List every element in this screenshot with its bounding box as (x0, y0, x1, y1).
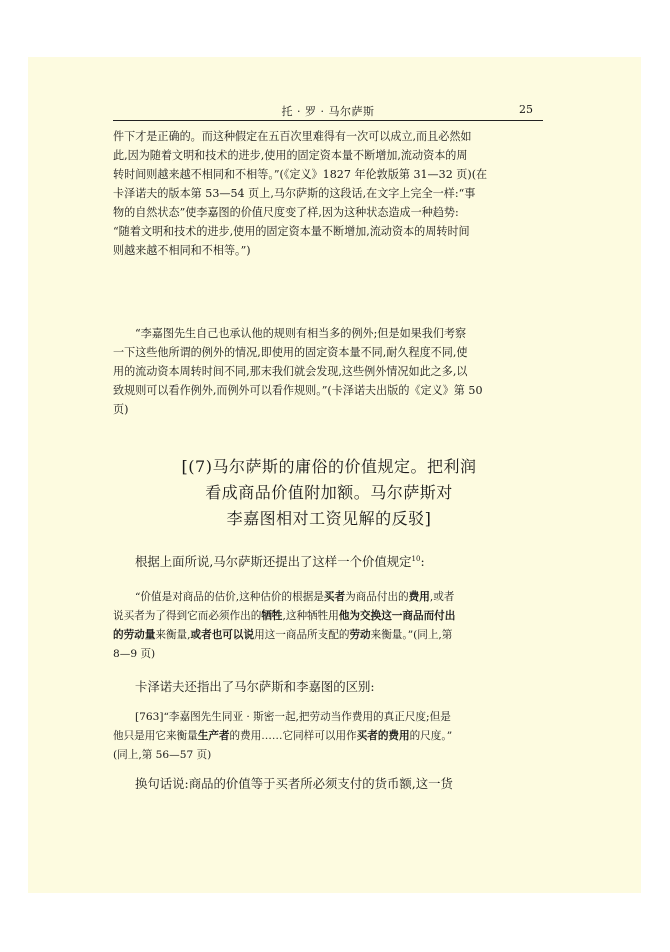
quote-text: 说买者为了得到它而必须作出的 (113, 610, 262, 622)
quote-text: 来衡量, (155, 629, 191, 641)
emphasis: 牺牲 (261, 610, 283, 622)
text-line: 则越来越不相同和不相等。”) (113, 244, 251, 257)
header-title: 托 · 罗 · 马尔萨斯 (281, 105, 375, 118)
heading-line: [(7)马尔萨斯的庸俗的价值规定。把利润 (181, 457, 477, 476)
quote-text: 用这一商品所支配的 (254, 629, 350, 641)
emphasis: 他为交换这一商品而付出 (338, 610, 456, 622)
paragraph-text: 根据上面所说,马尔萨斯还提出了这样一个价值规定 (135, 554, 412, 569)
text-line: 一下这些他所谓的例外的情况,即使用的固定资本量不同,耐久程度不同,使 (113, 346, 468, 359)
text-line: “李嘉图先生自己也承认他的规则有相当多的例外;但是如果我们考察 (135, 327, 467, 340)
ricardo-exception-quote (113, 324, 545, 419)
text-line: 物的自然状态”使李嘉图的价值尺度变了样,因为这种状态造成一种趋势: (113, 206, 459, 219)
emphasis: 或者也可以说 (190, 629, 255, 641)
text-line: 卡泽诺夫的版本第 53—54 页上,马尔萨斯的这段话,在文字上完全一样:“事 (113, 187, 476, 200)
continuation-paragraph (113, 127, 545, 260)
paragraph-value-definition (113, 552, 545, 572)
running-header (113, 100, 543, 121)
paragraph-text: 卡泽诺夫还指出了马尔萨斯和李嘉图的区别: (135, 679, 375, 694)
emphasis: 劳动 (349, 629, 371, 641)
quote-text: 来衡量。”(同上,第 (370, 629, 453, 641)
text-line: 此,因为随着文明和技术的进步,使用的固定资本量不断增加,流动资本的周 (113, 149, 468, 162)
quote-text: 他只是用它来衡量 (113, 730, 198, 742)
text-line: “随着文明和技术的进步,使用的固定资本量不断增加,流动资本的周转时间 (113, 225, 470, 238)
heading-line: 看成商品价值附加额。马尔萨斯对 (205, 483, 453, 502)
quote-text: 的尺度。” (409, 730, 453, 742)
malthus-value-quote (113, 588, 545, 664)
page-number: 25 (519, 103, 533, 116)
text-line: 用的流动资本周转时间不同,那末我们就会发现,这些例外情况如此之多,以 (113, 365, 468, 378)
quote-text: 的费用……它同样可以用作 (229, 730, 357, 742)
quote-text: 为商品付出的 (345, 591, 409, 603)
text-line: 页) (113, 403, 129, 416)
quote-text: “价值是对商品的估价,这种估价的根据是 (135, 591, 324, 603)
emphasis: 生产者 (197, 730, 230, 742)
emphasis: 买者 (323, 591, 346, 603)
emphasis: 买者的费用 (356, 730, 410, 742)
quote-text: [763]“李嘉图先生同亚 · 斯密一起,把劳动当作费用的真正尺度;但是 (135, 711, 451, 723)
paragraph-in-other-words (113, 774, 545, 794)
quote-text: ,或者 (429, 591, 455, 603)
text-line: 件下才是正确的。而这种假定在五百次里难得有一次可以成立,而且必然如 (113, 130, 472, 143)
paragraph-tail: : (420, 554, 425, 569)
section-heading (113, 454, 545, 532)
quote-text: 8—9 页) (113, 648, 156, 660)
emphasis: 费用 (408, 591, 430, 603)
text-line: 转时间则越来越不相同和不相等。”(《定义》1827 年伦敦版第 31—32 页)(在 (113, 168, 488, 181)
emphasis: 的劳动量 (113, 629, 156, 641)
cazenove-quote (113, 708, 545, 765)
text-line: 致规则可以看作例外,而例外可以看作规则。”(卡泽诺夫出版的《定义》第 50 (113, 384, 483, 397)
paragraph-text: 换句话说:商品的价值等于买者所必须支付的货币额,这一货 (135, 776, 453, 791)
paragraph-cazenove (113, 677, 545, 697)
footnote-ref[interactable]: 10 (411, 554, 421, 563)
heading-line: 李嘉图相对工资见解的反驳] (226, 509, 432, 528)
quote-text: ,这种牺牲用 (282, 610, 339, 622)
quote-text: (同上,第 56—57 页) (113, 749, 212, 761)
